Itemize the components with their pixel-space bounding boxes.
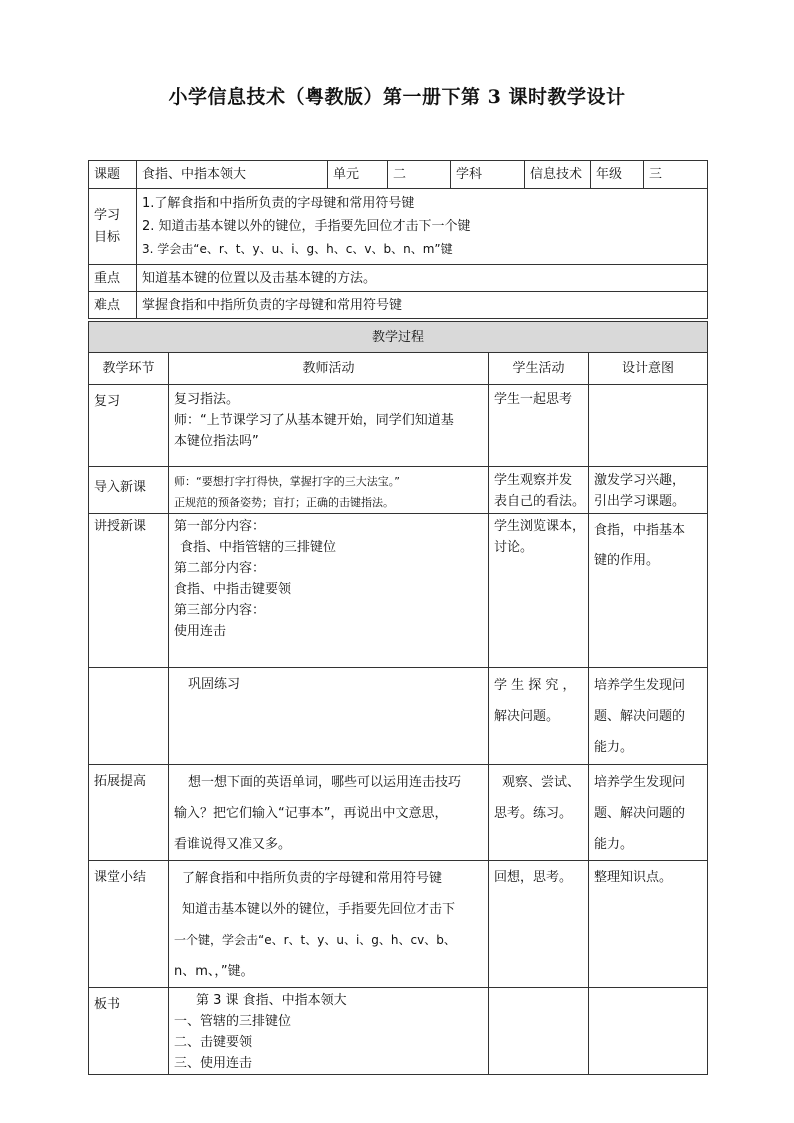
teacher-cell — [169, 385, 489, 467]
teacher-line: 第三部分内容： — [174, 603, 266, 618]
student-line: 观察、尝试、 — [502, 775, 581, 790]
subject-value: 信息技术 — [525, 161, 591, 189]
stage-label: 复习 — [94, 394, 121, 409]
teacher-line: 想一想下面的英语单词，哪些可以运用连击技巧 — [188, 775, 462, 790]
teacher-cell — [169, 668, 489, 765]
teacher-line: 正规范的预备姿势；盲打；正确的击键指法。 — [174, 496, 394, 509]
document-title: 小学信息技术（粤教版）第一册下第 3 课时教学设计 — [168, 86, 626, 108]
teaching-process-table — [88, 321, 708, 1075]
goals-cell — [137, 189, 708, 265]
topic-value: 食指、中指本领大 — [137, 161, 328, 189]
key-point-value: 知道基本键的位置以及击基本键的方法。 — [137, 265, 708, 292]
stage-label: 讲授新课 — [94, 519, 147, 534]
teacher-line: 师：“要想打字打得快，掌握打字的三大法宝。” — [174, 475, 400, 488]
student-cell — [489, 385, 589, 467]
teacher-line: 三、使用连击 — [174, 1056, 253, 1071]
stage-label: 板书 — [94, 997, 121, 1012]
column-header-stage: 教学环节 — [89, 353, 169, 385]
lesson-info-table — [88, 160, 708, 319]
stage-cell — [89, 861, 169, 988]
difficulty-label: 难点 — [89, 292, 137, 319]
teacher-line: 二、击键要领 — [174, 1035, 253, 1050]
table-row — [89, 988, 708, 1075]
goal-item: 1.了解食指和中指所负责的字母键和常用符号键 — [142, 196, 415, 211]
unit-label: 单元 — [328, 161, 388, 189]
stage-cell — [89, 988, 169, 1075]
stage-label: 拓展提高 — [94, 774, 147, 789]
teacher-line: 输入？把它们输入“记事本”，再说出中文意思， — [174, 806, 448, 821]
stage-cell — [89, 385, 169, 467]
table-row — [89, 385, 708, 467]
intent-line: 激发学习兴趣， — [594, 473, 686, 488]
stage-cell — [89, 765, 169, 861]
intent-cell — [589, 514, 708, 668]
stage-cell — [89, 514, 169, 668]
intent-cell — [589, 765, 708, 861]
intent-line: 键的作用。 — [594, 553, 660, 568]
column-header-teacher: 教师活动 — [169, 353, 489, 385]
teacher-line: 看谁说得又准又多。 — [174, 837, 292, 852]
teacher-line: 了解食指和中指所负责的字母键和常用符号键 — [182, 871, 443, 886]
intent-cell — [589, 988, 708, 1075]
student-line: 回想，思考。 — [494, 870, 573, 885]
intent-line: 培养学生发现问 — [594, 775, 686, 790]
intent-line: 题、解决问题的 — [594, 709, 686, 724]
table-row — [89, 514, 708, 668]
student-cell — [489, 514, 589, 668]
key-point-label: 重点 — [89, 265, 137, 292]
student-cell — [489, 668, 589, 765]
student-cell — [489, 765, 589, 861]
subject-label: 学科 — [451, 161, 525, 189]
teacher-cell — [169, 467, 489, 514]
table-row — [89, 765, 708, 861]
goal-item: 3. 学会击“e、r、t、y、u、i、g、h、c、v、b、n、m”键 — [142, 242, 453, 256]
teacher-line: 第 3 课 食指、中指本领大 — [196, 993, 347, 1008]
student-line: 表自己的看法。 — [494, 494, 586, 509]
unit-value: 二 — [388, 161, 451, 189]
intent-cell — [589, 668, 708, 765]
grade-label: 年级 — [591, 161, 644, 189]
teacher-line: 食指、中指管辖的三排键位 — [180, 540, 337, 555]
teacher-line: 使用连击 — [174, 624, 227, 639]
intent-line: 培养学生发现问 — [594, 678, 686, 693]
topic-label: 课题 — [89, 161, 137, 189]
goal-item: 2. 知道击基本键以外的键位，手指要先回位才击下一个键 — [142, 219, 471, 234]
stage-label: 导入新课 — [94, 480, 147, 495]
goals-label — [89, 189, 137, 265]
student-cell — [489, 467, 589, 514]
stage-cell — [89, 668, 169, 765]
intent-line: 能力。 — [594, 837, 634, 852]
teacher-cell — [169, 765, 489, 861]
teacher-line: 本键位指法吗” — [174, 434, 259, 449]
student-line: 讨论。 — [494, 540, 534, 555]
student-line: 学生浏览课本， — [494, 519, 586, 534]
grade-value: 三 — [644, 161, 708, 189]
student-line: 思考。练习。 — [494, 806, 573, 821]
stage-label: 课堂小结 — [94, 870, 147, 885]
teacher-line: 巩固练习 — [188, 677, 241, 692]
teacher-line: n、m、，”键。 — [174, 964, 254, 979]
intent-line: 食指，中指基本 — [594, 523, 686, 538]
teacher-line: 一、管辖的三排键位 — [174, 1014, 292, 1029]
difficulty-value: 掌握食指和中指所负责的字母键和常用符号键 — [137, 292, 708, 319]
column-header-intent: 设计意图 — [589, 353, 708, 385]
teacher-line: 知道击基本键以外的键位，手指要先回位才击下 — [182, 902, 456, 917]
table-row — [89, 861, 708, 988]
process-header: 教学过程 — [89, 322, 708, 353]
teacher-line: 复习指法。 — [174, 392, 240, 407]
teacher-line: 一个键，学会击“e、r、t、y、u、i、g、h、cv、b、 — [174, 933, 456, 947]
teacher-line: 食指、中指击键要领 — [174, 582, 292, 597]
intent-line: 能力。 — [594, 740, 634, 755]
table-row — [89, 467, 708, 514]
student-cell — [489, 988, 589, 1075]
intent-cell — [589, 861, 708, 988]
teacher-line: 第二部分内容： — [174, 561, 266, 576]
teacher-line: 师：“上节课学习了从基本键开始，同学们知道基 — [174, 413, 454, 428]
student-line: 学 生 探 究 ， — [494, 678, 576, 693]
student-line: 解决问题。 — [494, 709, 560, 724]
intent-line: 整理知识点。 — [594, 870, 673, 885]
intent-line: 题、解决问题的 — [594, 806, 686, 821]
intent-line: 引出学习课题。 — [594, 494, 686, 509]
student-cell — [489, 861, 589, 988]
teacher-line: 第一部分内容： — [174, 519, 266, 534]
table-row — [89, 668, 708, 765]
goals-label-text: 学习目标 — [94, 207, 121, 245]
column-header-student: 学生活动 — [489, 353, 589, 385]
teacher-cell — [169, 514, 489, 668]
student-line: 学生观察并发 — [494, 473, 573, 488]
intent-cell — [589, 467, 708, 514]
intent-cell — [589, 385, 708, 467]
stage-cell — [89, 467, 169, 514]
student-line: 学生一起思考 — [494, 392, 573, 407]
teacher-cell — [169, 988, 489, 1075]
teacher-cell — [169, 861, 489, 988]
